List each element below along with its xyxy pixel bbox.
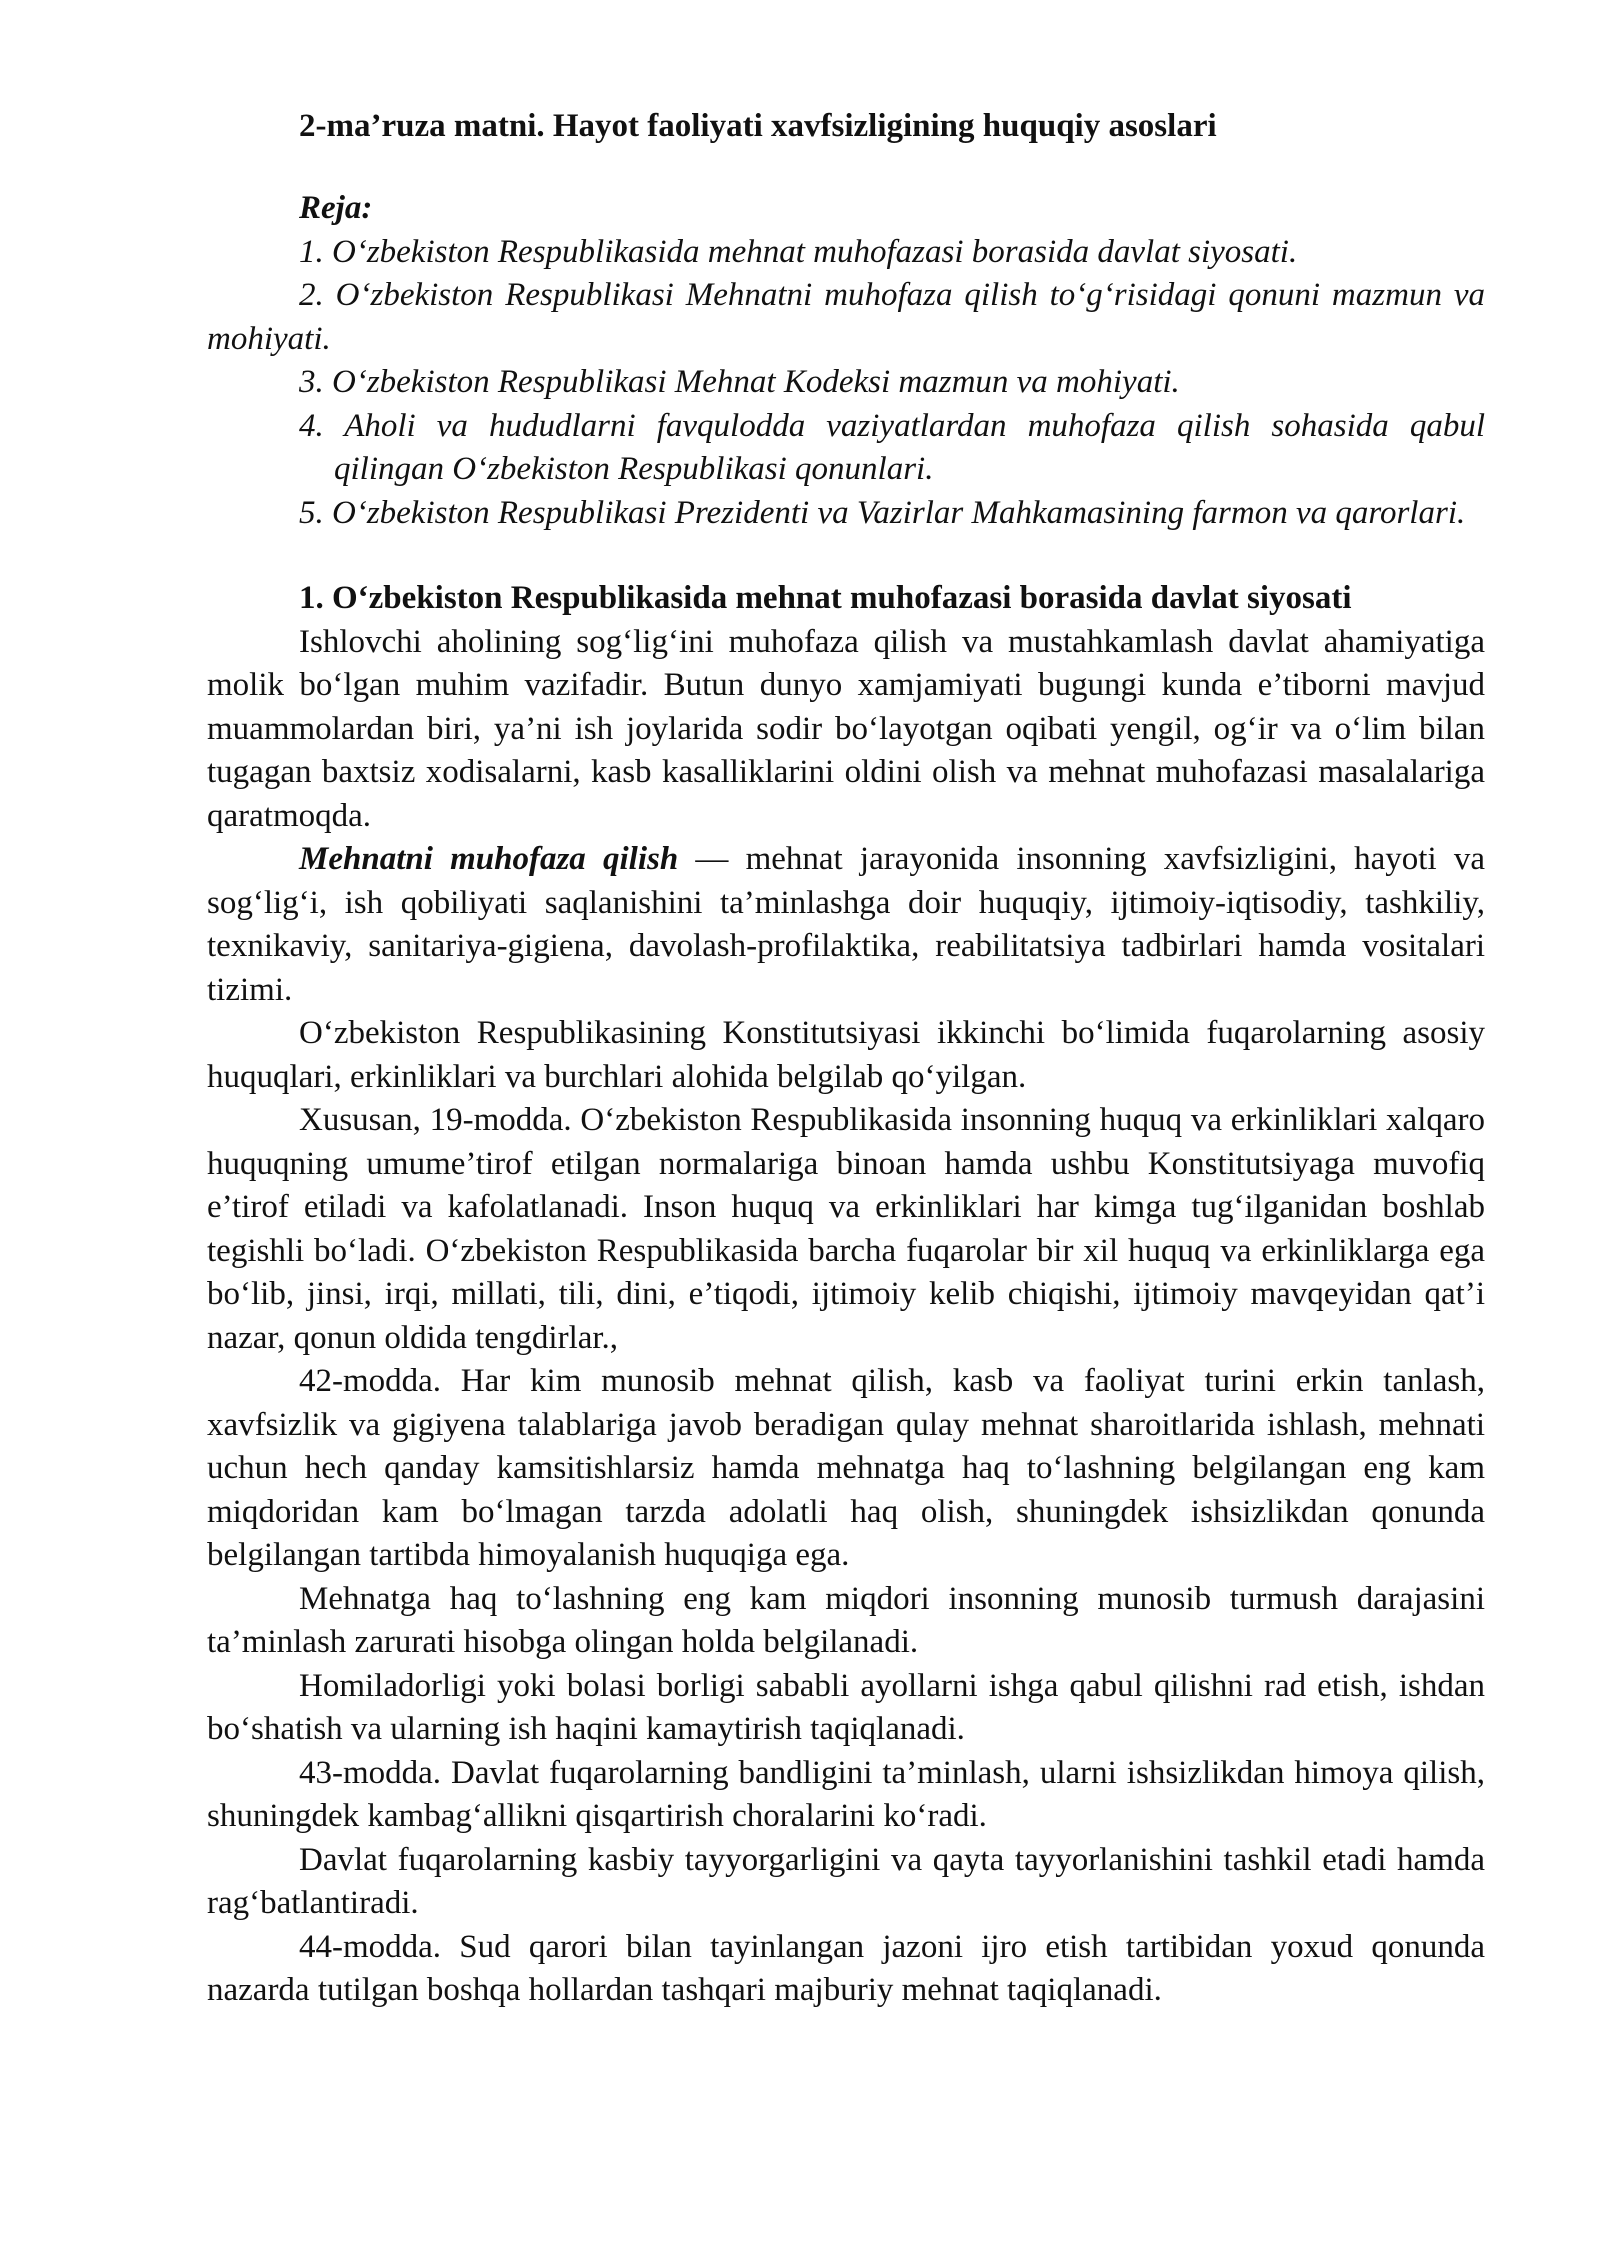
definition-paragraph xyxy=(207,838,1485,1012)
body-paragraph: Xususan, 19-modda. O‘zbekiston Respublikasida insonning huquq va erkinliklari xalqaro huquqning umume’tirof etilgan normalariga binoan hamda ushbu Konstitutsiyaga muvofiq e’tirof etiladi va kafolatlanadi. Inson huquq va erkinliklari har kimga tug‘ilganidan boshlab tegishli bo‘ladi. O‘zbekiston Respublikasida barcha fuqarolar bir xil huquq va erkinliklarga ega bo‘lib, jinsi, irqi, millati, tili, dini, e’tiqodi, ijtimoiy kelib chiqishi, ijtimoiy mavqeyidan qat’i nazar, qonun oldida tengdirlar., xyxy=(207,1102,1485,1356)
body-paragraph: 44-modda. Sud qarori bilan tayinlangan jazoni ijro etish tartibidan yoxud qonunda nazarda tutilgan boshqa hollardan tashqari majburiy mehnat taqiqlanadi. xyxy=(207,1928,1485,2008)
plan-item: 4. Aholi va hududlarni favqulodda vaziyatlardan muhofaza qilish sohasida qabul qilingan O‘zbekiston Respublikasi qonunlari. xyxy=(299,407,1485,487)
plan-item: 3. O‘zbekiston Respublikasi Mehnat Kodeksi mazmun va mohiyati. xyxy=(299,364,1180,400)
body-paragraph: 43-modda. Davlat fuqarolarning bandligini ta’minlash, ularni ishsizlikdan himoya qilish, shuningdek kambag‘allikni qisqartirish choralarini ko‘radi. xyxy=(207,1754,1485,1834)
lecture-title: 2-ma’ruza matni. Hayot faoliyati xavfsizligining huquqiy asoslari xyxy=(299,108,1217,144)
body-paragraph: 42-modda. Har kim munosib mehnat qilish, kasb va faoliyat turini erkin tanlash, xavfsizlik va gigiyena talablariga javob beradigan qulay mehnat sharoitlarida ishlash, mehnati uchun hech qanday kamsitishlarsiz hamda mehnatga haq to‘lashning belgilangan eng kam miqdoridan kam bo‘lmagan tarzda adolatli haq olish, shuningdek ishsizlikdan qonunda belgilangan tartibda himoyalanish huquqiga ega. xyxy=(207,1363,1485,1573)
plan-item: 1. O‘zbekiston Respublikasida mehnat muhofazasi borasida davlat siyosati. xyxy=(299,233,1298,270)
definition-text: — mehnat jarayonida insonning xavfsizligini, hayoti va sog‘lig‘i, ish qobiliyati saqlanishini ta’minlashga doir huquqiy, ijtimoiy-iqtisodiy, tashkiliy, texnikaviy, sanitariya-gigiena, davolash-profilaktika, reabilitatsiya tadbirlari hamda vositalari tizimi. xyxy=(207,841,1485,1008)
body-paragraph: Ishlovchi aholining sog‘lig‘ini muhofaza qilish va mustahkamlash davlat ahamiyatiga molik bo‘lgan muhim vazifadir. Butun dunyo xamjamiyati bugungi kunda e’tiborni mavjud muammolardan biri, ya’ni ish joylarida sodir bo‘layotgan oqibati yengil, og‘ir va o‘lim bilan tugagan baxtsiz xodisalarni, kasb kasalliklarini oldini olish va mehnat muhofazasi masalalariga qaratmoqda. xyxy=(207,623,1485,834)
body-paragraph: O‘zbekiston Respublikasining Konstitutsiyasi ikkinchi bo‘limida fuqarolarning asosiy huquqlari, erkinliklari va burchlari alohida belgilab qo‘yilgan. xyxy=(207,1015,1485,1095)
plan-section xyxy=(207,187,1485,535)
document-page xyxy=(207,105,1485,2013)
body-paragraph: Mehnatga haq to‘lashning eng kam miqdori insonning munosib turmush darajasini ta’minlash zarurati hisobga olingan holda belgilanadi. xyxy=(207,1580,1485,1660)
section-heading: 1. O‘zbekiston Respublikasida mehnat muhofazasi borasida davlat siyosati xyxy=(299,580,1352,616)
defined-term: Mehnatni muhofaza qilish xyxy=(299,841,679,877)
plan-item: 5. O‘zbekiston Respublikasi Prezidenti va Vazirlar Mahkamasining farmon va qarorlari. xyxy=(299,494,1466,531)
body-paragraph: Homiladorligi yoki bolasi borligi sababli ayollarni ishga qabul qilishni rad etish, ishdan bo‘shatish va ularning ish haqini kamaytirish taqiqlanadi. xyxy=(207,1667,1485,1747)
plan-heading: Reja: xyxy=(299,190,373,226)
body-paragraph: Davlat fuqarolarning kasbiy tayyorgarligini va qayta tayyorlanishini tashkil etadi hamda rag‘batlantiradi. xyxy=(207,1841,1485,1921)
plan-item: 2. O‘zbekiston Respublikasi Mehnatni muhofaza qilish to‘g‘risidagi qonuni mazmun va mohiyati. xyxy=(207,277,1485,357)
